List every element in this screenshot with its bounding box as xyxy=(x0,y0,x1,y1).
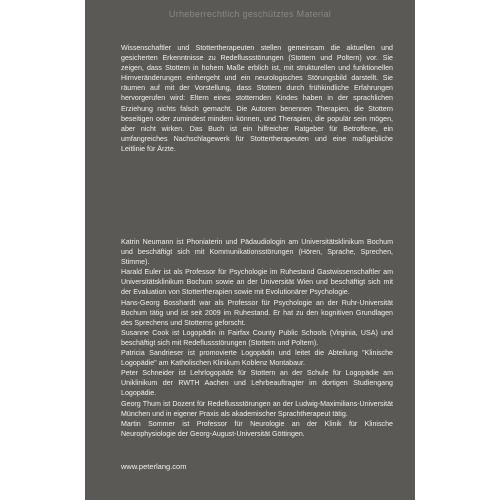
author-bio-neumann: Katrin Neumann ist Phoniaterin und Pädaudiologin am Universitätsklinikum Bochum und beschäftigt sich mit Kommunikationsstörungen (Hören, Sprache, Sprechen, Stimme). xyxy=(121,238,393,267)
author-bios xyxy=(121,237,393,439)
author-bio-bosshardt: Hans-Georg Bosshardt war als Professor für Psychologie an der Ruhr-Universität Bochum tätig und ist seit 2009 im Ruhestand. Er hat zu den kognitiven Grundlagen des Sprechens und Stotterns geforscht. xyxy=(121,298,393,327)
author-bio-sommer: Martin Sommer ist Professor für Neurologie an der Klinik für Klinische Neurophysiologie der Georg-August-Universität Göttingen. xyxy=(121,419,393,438)
author-bio-thum: Georg Thum ist Dozent für Redeflussstörungen an der Ludwig-Maximilians-Universität München und in eigener Praxis als akademischer Sprachtherapeut tätig. xyxy=(121,399,393,418)
publisher-website: www.peterlang.com xyxy=(121,462,187,471)
author-bio-euler: Harald Euler ist als Professor für Psychologie im Ruhestand Gastwissenschaftler am Universitätsklinikum Bochum sowie an der Universität Wien und beschäftigt sich mit der Evaluation von Stottertherapien sowie mit Evolutionärer Psychologie. xyxy=(121,268,393,297)
book-description: Wissenschaftler und Stottertherapeuten stellen gemeinsam die aktuellen und gesicherten Erkenntnisse zu Redeflussstörungen (Stottern und Poltern) vor. Sie zeigen, dass Stottern in hohem Maße erblich ist, mit strukturellen und funktionellen Hirnveränderungen einhergeht und ein neurologisches Störungsbild darstellt. Sie räumen auf mit der Vorstellung, dass Stottern durch frühkindliche Erfahrungen hervorgerufen wird: Eltern eines stotternden Kindes haben in der sprachlichen Erziehung nichts falsch gemacht. Die Autoren benennen Therapien, die Stottern beseitigen oder zumindest mindern können, und Therapien, die populär sein mögen, aber nicht wirken. Das Buch ist ein hilfreicher Ratgeber für Betroffene, ein umfangreiches Nachschlagewerk für Stottertherapeuten und eine maßgebliche Leitlinie für Ärzte. xyxy=(121,44,393,153)
author-bio-schneider: Peter Schneider ist Lehrlogopäde für Stottern an der Schule für Logopädie am Uniklinikum der RWTH Aachen und Lehrbeauftragter im dortigen Studiengang Logopädie. xyxy=(121,369,393,398)
author-bio-sandrieser: Patricia Sandrieser ist promovierte Logopädin und leitet die Abteilung "Klinische Logopädie" am Katholischen Klinikum Koblenz Montabaur. xyxy=(121,349,393,368)
book-back-cover xyxy=(85,0,415,500)
copyright-watermark: Urheberrechtlich geschütztes Material xyxy=(168,9,332,19)
author-bio-cook: Susanne Cook ist Logopädin in Fairfax County Public Schools (Virginia, USA) und beschäftigt sich mit Redeflussstörungen (Stottern und Poltern). xyxy=(121,328,393,347)
